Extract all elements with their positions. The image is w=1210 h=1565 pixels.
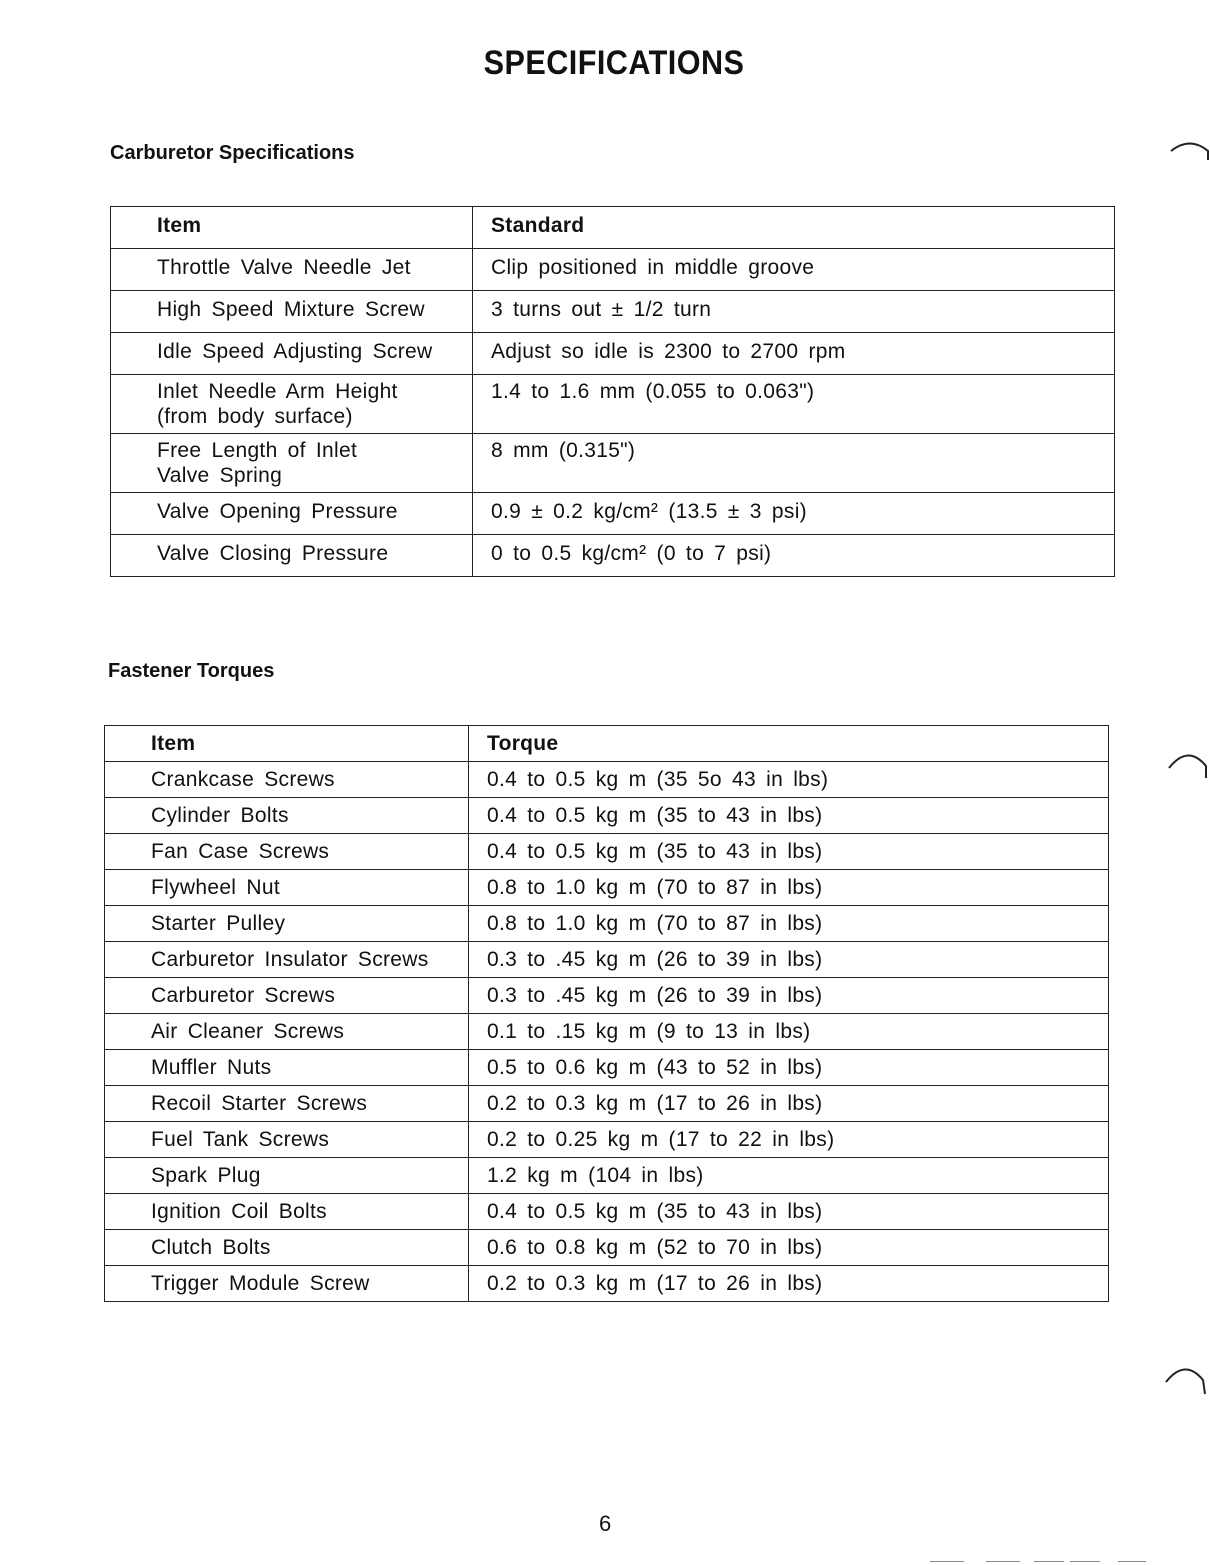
item-cell: Valve Closing Pressure xyxy=(111,535,473,577)
standard-cell: Clip positioned in middle groove xyxy=(473,249,1115,291)
table-row xyxy=(105,1050,1109,1086)
column-header-item: Item xyxy=(105,726,469,762)
carburetor-section-title: Carburetor Specifications xyxy=(110,142,355,164)
item-cell: Trigger Module Screw xyxy=(105,1266,469,1302)
item-cell: Valve Opening Pressure xyxy=(111,493,473,535)
standard-cell: 1.4 to 1.6 mm (0.055 to 0.063") xyxy=(473,375,1115,434)
column-header-torque: Torque xyxy=(469,726,1109,762)
table-row xyxy=(111,535,1115,577)
footer-rule xyxy=(930,1561,964,1562)
table-row xyxy=(105,1194,1109,1230)
table-row xyxy=(105,1086,1109,1122)
carburetor-spec-table xyxy=(110,206,1115,577)
item-cell: Free Length of Inlet Valve Spring xyxy=(111,434,473,493)
torque-cell: 1.2 kg m (104 in lbs) xyxy=(469,1158,1109,1194)
torque-cell: 0.4 to 0.5 kg m (35 to 43 in lbs) xyxy=(469,1194,1109,1230)
item-cell: Fan Case Screws xyxy=(105,834,469,870)
item-cell: Clutch Bolts xyxy=(105,1230,469,1266)
table-header-row xyxy=(111,207,1115,249)
torque-cell: 0.4 to 0.5 kg m (35 5o 43 in lbs) xyxy=(469,762,1109,798)
standard-cell: 0.9 ± 0.2 kg/cm² (13.5 ± 3 psi) xyxy=(473,493,1115,535)
table-row xyxy=(105,906,1109,942)
item-cell: Carburetor Insulator Screws xyxy=(105,942,469,978)
table-row xyxy=(111,493,1115,535)
column-header-standard: Standard xyxy=(473,207,1115,249)
page-number: 6 xyxy=(599,1511,612,1536)
table-row xyxy=(105,870,1109,906)
torque-cell: 0.6 to 0.8 kg m (52 to 70 in lbs) xyxy=(469,1230,1109,1266)
table-row xyxy=(105,762,1109,798)
table-row xyxy=(105,942,1109,978)
item-cell: Throttle Valve Needle Jet xyxy=(111,249,473,291)
column-header-item: Item xyxy=(111,207,473,249)
fastener-torque-table xyxy=(104,725,1109,1302)
binder-hole-mark xyxy=(1168,134,1210,178)
footer-rule xyxy=(1118,1561,1146,1562)
item-cell: Air Cleaner Screws xyxy=(105,1014,469,1050)
item-cell: Inlet Needle Arm Height (from body surface) xyxy=(111,375,473,434)
standard-cell: Adjust so idle is 2300 to 2700 rpm xyxy=(473,333,1115,375)
torque-cell: 0.8 to 1.0 kg m (70 to 87 in lbs) xyxy=(469,870,1109,906)
item-cell: Fuel Tank Screws xyxy=(105,1122,469,1158)
binder-hole-mark xyxy=(1166,748,1210,792)
table-row xyxy=(105,834,1109,870)
item-cell: Cylinder Bolts xyxy=(105,798,469,834)
standard-cell: 3 turns out ± 1/2 turn xyxy=(473,291,1115,333)
torque-cell: 0.4 to 0.5 kg m (35 to 43 in lbs) xyxy=(469,834,1109,870)
footer-rule xyxy=(1070,1561,1100,1562)
item-cell: Starter Pulley xyxy=(105,906,469,942)
table-row xyxy=(111,291,1115,333)
table-row xyxy=(105,1266,1109,1302)
table-row xyxy=(111,375,1115,434)
torque-cell: 0.3 to .45 kg m (26 to 39 in lbs) xyxy=(469,942,1109,978)
standard-cell: 0 to 0.5 kg/cm² (0 to 7 psi) xyxy=(473,535,1115,577)
torque-cell: 0.1 to .15 kg m (9 to 13 in lbs) xyxy=(469,1014,1109,1050)
table-row xyxy=(105,1158,1109,1194)
table-row xyxy=(111,249,1115,291)
torque-cell: 0.2 to 0.3 kg m (17 to 26 in lbs) xyxy=(469,1086,1109,1122)
torque-cell: 0.2 to 0.3 kg m (17 to 26 in lbs) xyxy=(469,1266,1109,1302)
table-row xyxy=(105,1122,1109,1158)
footer-rule xyxy=(986,1561,1020,1562)
torque-cell: 0.5 to 0.6 kg m (43 to 52 in lbs) xyxy=(469,1050,1109,1086)
table-row xyxy=(105,1230,1109,1266)
torque-cell: 0.8 to 1.0 kg m (70 to 87 in lbs) xyxy=(469,906,1109,942)
torque-cell: 0.4 to 0.5 kg m (35 to 43 in lbs) xyxy=(469,798,1109,834)
item-cell: Spark Plug xyxy=(105,1158,469,1194)
item-cell: Recoil Starter Screws xyxy=(105,1086,469,1122)
table-header-row xyxy=(105,726,1109,762)
item-cell: Crankcase Screws xyxy=(105,762,469,798)
table-row xyxy=(111,434,1115,493)
binder-hole-mark xyxy=(1163,1362,1207,1406)
table-row xyxy=(105,978,1109,1014)
item-cell: Ignition Coil Bolts xyxy=(105,1194,469,1230)
page-title: SPECIFICATIONS xyxy=(483,44,745,82)
table-row xyxy=(111,333,1115,375)
item-cell: High Speed Mixture Screw xyxy=(111,291,473,333)
table-row xyxy=(105,1014,1109,1050)
torque-cell: 0.2 to 0.25 kg m (17 to 22 in lbs) xyxy=(469,1122,1109,1158)
torque-cell: 0.3 to .45 kg m (26 to 39 in lbs) xyxy=(469,978,1109,1014)
item-cell: Flywheel Nut xyxy=(105,870,469,906)
table-row xyxy=(105,798,1109,834)
item-cell: Carburetor Screws xyxy=(105,978,469,1014)
item-cell: Idle Speed Adjusting Screw xyxy=(111,333,473,375)
standard-cell: 8 mm (0.315") xyxy=(473,434,1115,493)
item-cell: Muffler Nuts xyxy=(105,1050,469,1086)
footer-rule xyxy=(1034,1561,1064,1562)
fastener-section-title: Fastener Torques xyxy=(108,660,275,682)
